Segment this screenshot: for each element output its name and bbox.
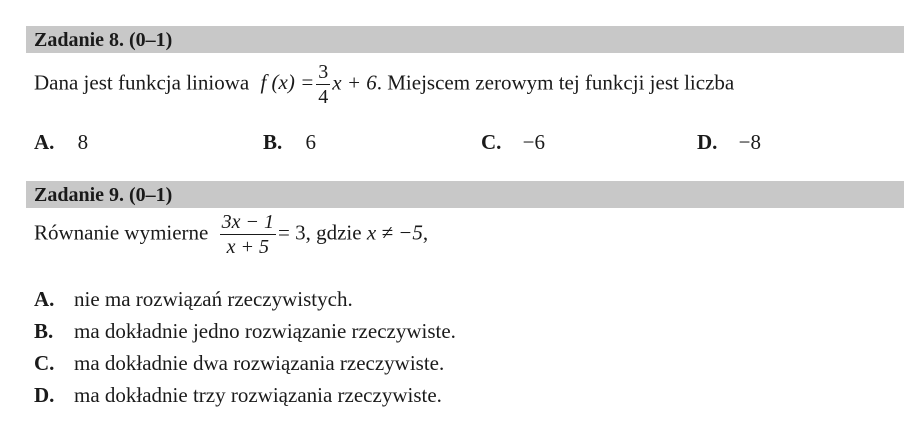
task8-option-d-text: −8	[738, 130, 762, 154]
task8-option-b	[263, 130, 316, 154]
task9-option-c	[34, 351, 444, 375]
task8-header-bar	[26, 26, 904, 53]
task8-frac-den: 4	[318, 86, 329, 108]
task8-header: Zadanie 8. (0–1)	[34, 29, 173, 51]
task8-option-d	[697, 130, 761, 154]
task8-option-b-text: 6	[305, 130, 317, 154]
task8-frac-num: 3	[318, 61, 329, 83]
task8-outro: . Miejscem zerowym tej funkcji jest liczba	[376, 70, 735, 95]
task8-option-b-letter: B.	[263, 130, 283, 154]
task8-option-a	[34, 130, 88, 154]
task8-option-d-letter: D.	[697, 130, 718, 154]
task9-option-a-letter: A.	[34, 287, 55, 311]
task9-option-a	[34, 287, 353, 311]
task9-question	[34, 210, 428, 259]
task8-question	[34, 60, 734, 109]
task9-option-d	[34, 383, 442, 407]
task9-header-bar	[26, 181, 904, 208]
task9-intro: Równanie wymierne	[34, 220, 209, 245]
task8-fraction	[316, 60, 330, 109]
task9-option-b	[34, 319, 456, 343]
task8-option-c-text: −6	[522, 130, 546, 154]
task9-option-b-text: ma dokładnie jedno rozwiązanie rzeczywiste.	[74, 319, 456, 343]
task8-func-rhs: x + 6	[332, 70, 377, 95]
task8-option-a-letter: A.	[34, 130, 55, 154]
task9-frac-num: 3x − 1	[221, 211, 274, 233]
task9-frac-den: x + 5	[226, 236, 269, 258]
task8-intro: Dana jest funkcja liniowa	[34, 70, 250, 95]
task8-option-c	[481, 130, 545, 154]
task9-cond-prefix: , gdzie	[305, 220, 362, 245]
task8-option-a-text: 8	[77, 130, 89, 154]
task9-option-a-text: nie ma rozwiązań rzeczywistych.	[74, 287, 353, 311]
task9-header: Zadanie 9. (0–1)	[34, 184, 173, 206]
task9-cond-suffix: ,	[422, 220, 429, 245]
task9-option-c-text: ma dokładnie dwa rozwiązania rzeczywiste.	[74, 351, 445, 375]
task9-option-b-letter: B.	[34, 319, 54, 343]
task9-condition: x ≠ −5	[366, 220, 423, 245]
task9-option-d-text: ma dokładnie trzy rozwiązania rzeczywiste.	[74, 383, 442, 407]
task9-option-d-letter: D.	[34, 383, 55, 407]
task8-option-c-letter: C.	[481, 130, 502, 154]
task9-eq-rhs: = 3	[278, 220, 306, 245]
task8-func-lhs: f (x) =	[260, 70, 315, 95]
task9-option-c-letter: C.	[34, 351, 55, 375]
task9-fraction	[220, 210, 276, 259]
